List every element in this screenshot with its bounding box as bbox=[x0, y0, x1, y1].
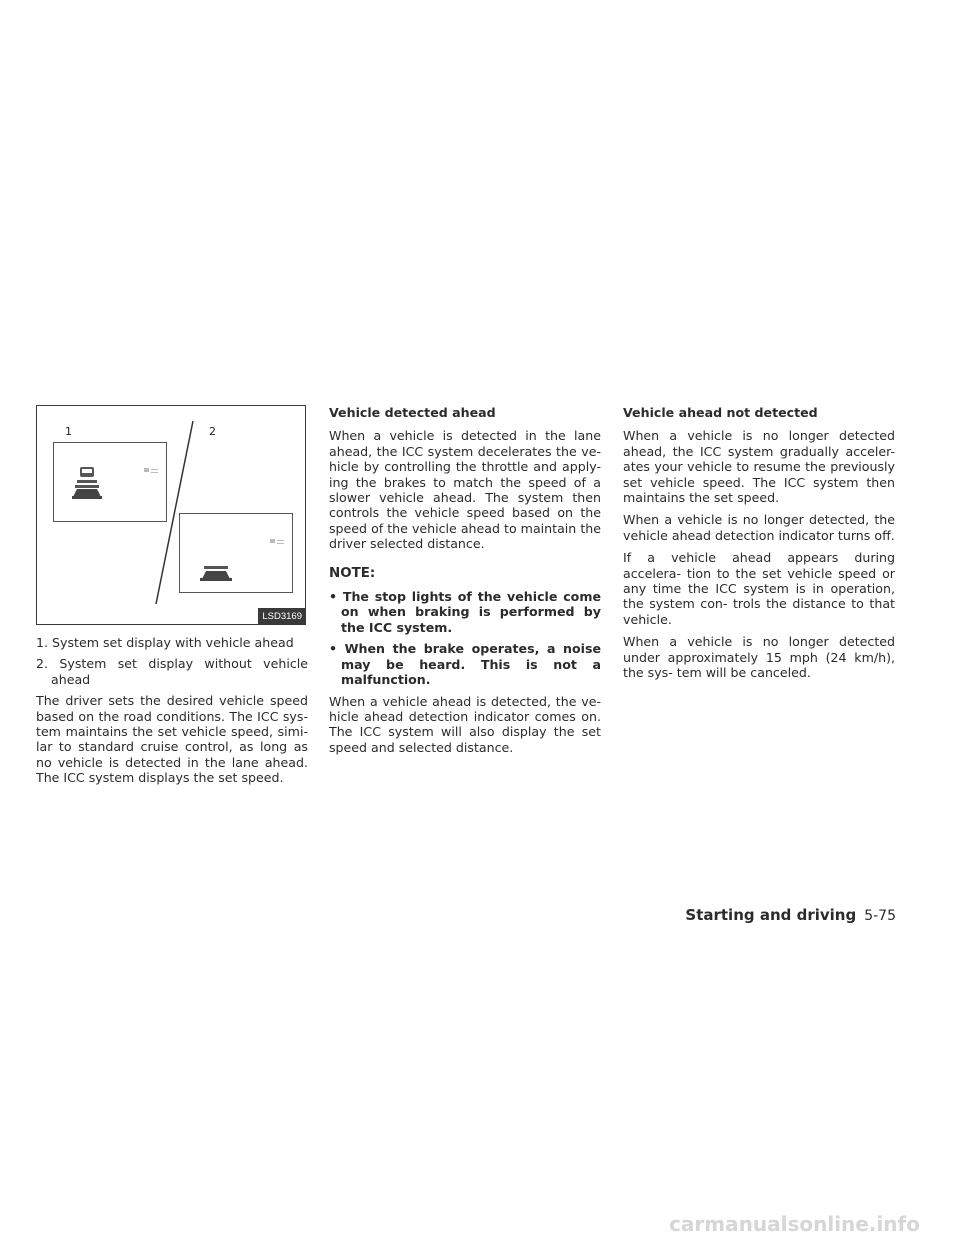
figure-label-1: 1 bbox=[65, 425, 72, 438]
section-heading: Vehicle ahead not detected bbox=[623, 405, 818, 420]
paragraph: When a vehicle is no longer detected, the vehicle ahead detection indicator turns off. bbox=[623, 512, 895, 543]
column-2 bbox=[329, 405, 601, 762]
note-bullet: • The stop lights of the vehicle come on when braking is performed by the ICC system. bbox=[329, 589, 601, 635]
column-1 bbox=[36, 405, 308, 793]
paragraph: If a vehicle ahead appears during accelera- tion to the set vehicle speed or any time the ICC system is in operation, the system con- trols the distance to that vehicle. bbox=[623, 550, 895, 627]
footer-section-title: Starting and driving bbox=[685, 906, 857, 924]
paragraph: When a vehicle is detected in the lane ahead, the ICC system decelerates the ve- hicle by controlling the throttle and apply- ing the brakes to match the speed of a slower vehicle ahead. The system then controls the vehicle speed based on the speed of the vehicle ahead to maintain the driver selected distance. bbox=[329, 428, 601, 552]
figure-code: LSD3169 bbox=[258, 608, 306, 625]
display-without-vehicle-ahead bbox=[179, 513, 293, 593]
caption-1: 1. System set display with vehicle ahead bbox=[36, 635, 294, 650]
note-bullet: • When the brake operates, a noise may be heard. This is not a malfunction. bbox=[329, 641, 601, 688]
column-3 bbox=[623, 405, 895, 688]
note-heading: NOTE: bbox=[329, 565, 376, 581]
paragraph: When a vehicle is no longer detected under approximately 15 mph (24 km/h), the sys- tem will be canceled. bbox=[623, 634, 895, 681]
figure-label-2: 2 bbox=[209, 425, 216, 438]
no-vehicle-indicator-icon bbox=[180, 514, 292, 592]
section-heading: Vehicle detected ahead bbox=[329, 405, 496, 420]
paragraph: When a vehicle is no longer detected ahead, the ICC system gradually acceler- ates your vehicle to resume the previously set vehicle speed. The ICC system then maintains the set speed. bbox=[623, 428, 895, 506]
page-footer bbox=[0, 906, 896, 924]
page-number: 5-75 bbox=[864, 908, 896, 924]
watermark: carmanualsonline.info bbox=[669, 1212, 920, 1236]
caption-2: 2. System set display without vehicle ahead bbox=[36, 656, 308, 687]
paragraph: When a vehicle ahead is detected, the ve- hicle ahead detection indicator comes on. The ICC system will also display the set speed and selected distance. bbox=[329, 693, 601, 755]
paragraph: The driver sets the desired vehicle speed based on the road conditions. The ICC sys- tem maintains the set vehicle speed, simi- lar to standard cruise control, as long as no vehicle is detected in the lane ahead. The ICC system displays the set speed. bbox=[36, 693, 308, 786]
icc-display-figure bbox=[36, 405, 306, 625]
